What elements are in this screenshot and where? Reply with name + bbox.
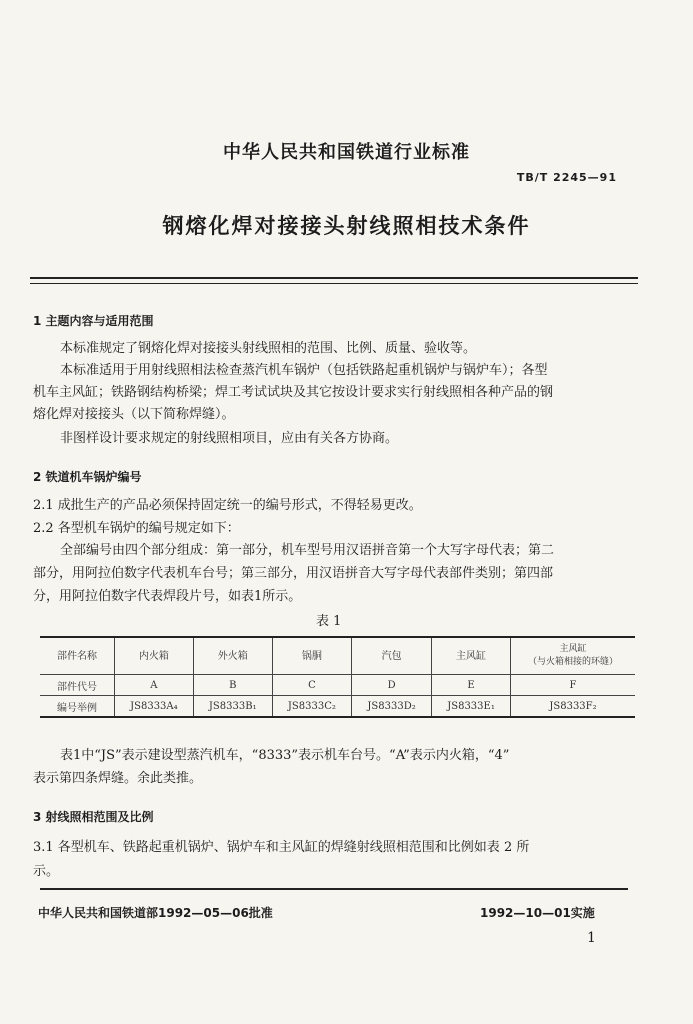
section-1-paragraph: 本标准规定了钢熔化焊对接接头射线照相的范围、比例、质量、验收等。 xyxy=(60,341,477,356)
section-2-heading: 2 铁道机车锅炉编号 xyxy=(33,470,142,484)
title-rule-thin xyxy=(30,283,638,284)
title-rule-thick xyxy=(30,277,638,279)
table-cell: JS8333B₁ xyxy=(193,696,272,718)
section-1-paragraph: 熔化焊对接接头（以下简称焊缝）。 xyxy=(33,407,235,422)
footer-rule xyxy=(40,888,628,890)
table-cell: D xyxy=(352,675,432,696)
table-1-note: 表示第四条焊缝。余此类推。 xyxy=(33,771,203,786)
table-cell: JS8333C₂ xyxy=(272,696,351,718)
section-3-heading: 3 射线照相范围及比例 xyxy=(33,810,154,824)
document-title: 钢熔化焊对接接头射线照相技术条件 xyxy=(162,214,531,238)
table-cell: 锅胴 xyxy=(272,637,351,675)
table-cell: A xyxy=(115,675,194,696)
effective-date: 1992—10—01实施 xyxy=(480,906,595,920)
standard-code: TB/T 2245—91 xyxy=(516,171,617,184)
table-cell: 主风缸 xyxy=(432,637,511,675)
clause-2-1: 2.1 成批生产的产品必须保持固定统一的编号形式，不得轻易更改。 xyxy=(33,498,422,513)
table-row xyxy=(40,696,635,718)
table-cell: F xyxy=(511,675,636,696)
approval-line: 中华人民共和国铁道部1992—05—06批准 xyxy=(38,906,273,920)
table-cell: 部件名称 xyxy=(40,637,115,675)
table-cell: 外火箱 xyxy=(193,637,272,675)
section-2-paragraph: 部分，用阿拉伯数字代表机车台号；第三部分，用汉语拼音大写字母代表部件类别；第四部 xyxy=(33,566,554,581)
clause-3-1: 示。 xyxy=(33,864,60,879)
table-cell: 汽包 xyxy=(352,637,432,675)
section-1-heading: 1 主题内容与适用范围 xyxy=(33,314,154,328)
clause-3-1: 3.1 各型机车、铁路起重机锅炉、锅炉车和主风缸的焊缝射线照相范围和比例如表 2 所 xyxy=(33,840,530,855)
table-cell: 主风缸 （与火箱相接的环缝） xyxy=(511,637,636,675)
table-cell: JS8333D₂ xyxy=(352,696,432,718)
page-number: 1 xyxy=(587,930,596,946)
table-cell: JS8333E₁ xyxy=(432,696,511,718)
table-cell: E xyxy=(432,675,511,696)
table-cell: B xyxy=(193,675,272,696)
table-1-note: 表1中“JS”表示建设型蒸汽机车，“8333”表示机车台号。“A”表示内火箱，“4” xyxy=(60,748,510,763)
table-cell: JS8333A₄ xyxy=(115,696,194,718)
table-cell: 内火箱 xyxy=(115,637,194,675)
table-row xyxy=(40,675,635,696)
issuing-organization: 中华人民共和国铁道行业标准 xyxy=(223,142,470,163)
table-cell: 部件代号 xyxy=(40,675,115,696)
table-cell: C xyxy=(272,675,351,696)
section-1-paragraph: 机车主风缸；铁路钢结构桥梁；焊工考试试块及其它按设计要求实行射线照相各种产品的钢 xyxy=(33,385,554,400)
table-1 xyxy=(40,636,635,718)
section-1-paragraph: 非图样设计要求规定的射线照相项目，应由有关各方协商。 xyxy=(60,431,399,446)
table-cell: 编号举例 xyxy=(40,696,115,718)
table-row xyxy=(40,637,635,675)
section-2-paragraph: 全部编号由四个部分组成：第一部分，机车型号用汉语拼音第一个大写字母代表；第二 xyxy=(60,543,555,558)
table-cell: JS8333F₂ xyxy=(511,696,636,718)
section-1-paragraph: 本标准适用于用射线照相法检查蒸汽机车锅炉（包括铁路起重机锅炉与锅炉车）；各型 xyxy=(60,363,548,378)
section-2-paragraph: 分，用阿拉伯数字代表焊段片号，如表1所示。 xyxy=(33,589,302,604)
table-1-caption: 表 1 xyxy=(316,614,342,629)
clause-2-2: 2.2 各型机车锅炉的编号规定如下： xyxy=(33,521,240,536)
